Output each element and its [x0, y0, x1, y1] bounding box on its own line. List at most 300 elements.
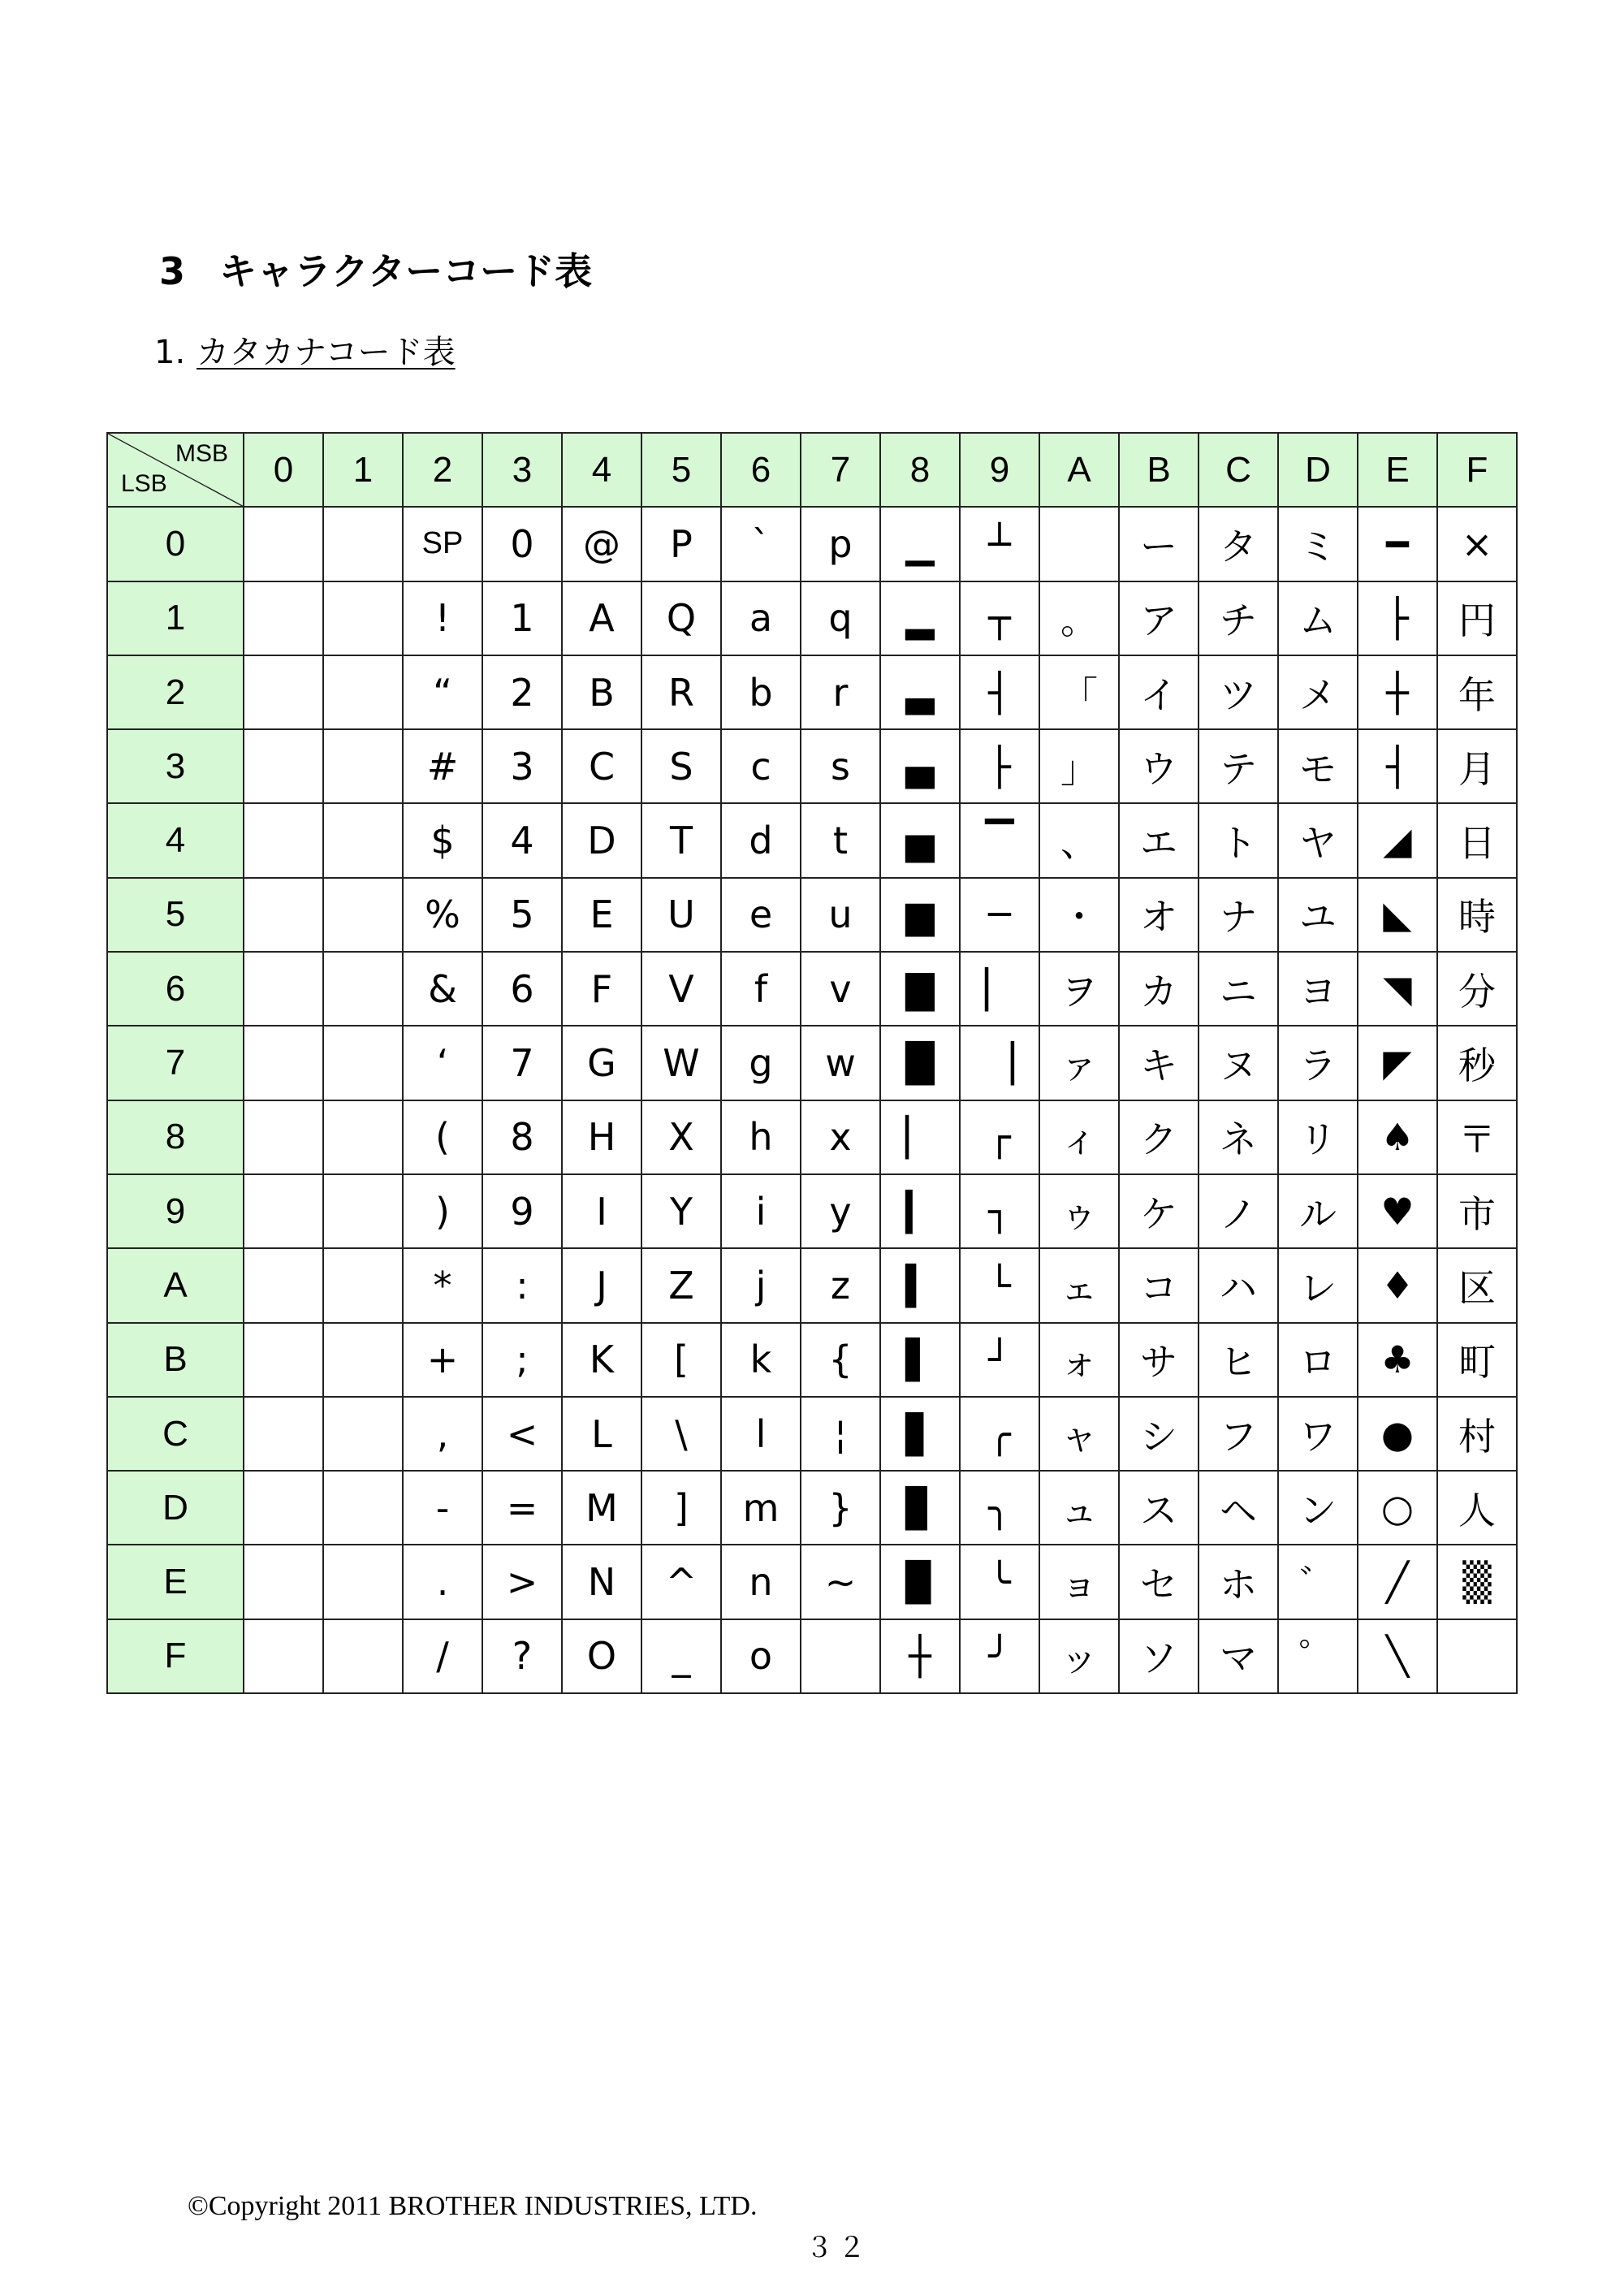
code-cell: サ — [1119, 1323, 1199, 1397]
code-cell: a — [721, 581, 801, 655]
code-cell — [244, 1471, 323, 1545]
code-cell: c — [721, 729, 801, 803]
code-cell: ヌ — [1199, 1026, 1278, 1100]
code-cell: ♦ — [1358, 1248, 1437, 1322]
code-cell: G — [562, 1026, 641, 1100]
code-cell: 円 — [1437, 581, 1517, 655]
code-cell: 6 — [482, 952, 562, 1026]
code-cell: ェ — [1039, 1248, 1119, 1322]
code-cell: ━ — [1358, 507, 1437, 581]
code-cell: ▄ — [880, 729, 960, 803]
code-cell: # — [403, 729, 482, 803]
msb-header-0: 0 — [244, 433, 323, 507]
code-cell: ● — [1358, 1397, 1437, 1471]
code-cell: 0 — [482, 507, 562, 581]
msb-header-F: F — [1437, 433, 1517, 507]
code-cell: ヤ — [1278, 803, 1358, 877]
code-cell: M — [562, 1471, 641, 1545]
code-cell: ミ — [1278, 507, 1358, 581]
code-cell — [323, 952, 403, 1026]
code-cell: ゥ — [1039, 1174, 1119, 1248]
msb-header-D: D — [1278, 433, 1358, 507]
code-cell: > — [482, 1545, 562, 1619]
code-cell: ├ — [960, 729, 1039, 803]
lsb-label: LSB — [121, 470, 167, 498]
code-cell: C — [562, 729, 641, 803]
code-cell: ^ — [641, 1545, 721, 1619]
code-cell: \ — [641, 1397, 721, 1471]
code-cell: 3 — [482, 729, 562, 803]
code-cell: V — [641, 952, 721, 1026]
code-cell: P — [641, 507, 721, 581]
code-cell: h — [721, 1100, 801, 1174]
code-cell: 7 — [482, 1026, 562, 1100]
code-cell: ロ — [1278, 1323, 1358, 1397]
code-cell: K — [562, 1323, 641, 1397]
code-cell: ュ — [1039, 1471, 1119, 1545]
msb-header-B: B — [1119, 433, 1199, 507]
code-cell: ▕ — [960, 1026, 1039, 1100]
code-cell — [323, 1397, 403, 1471]
code-cell: ・ — [1039, 878, 1119, 952]
code-cell: × — [1437, 507, 1517, 581]
code-cell: ハ — [1199, 1248, 1278, 1322]
lsb-header-6: 6 — [107, 952, 244, 1026]
code-cell: e — [721, 878, 801, 952]
msb-header-1: 1 — [323, 433, 403, 507]
code-cell: タ — [1199, 507, 1278, 581]
code-cell — [244, 878, 323, 952]
code-cell: 「 — [1039, 655, 1119, 729]
code-cell: ▁ — [880, 507, 960, 581]
code-cell: ) — [403, 1174, 482, 1248]
msb-header-4: 4 — [562, 433, 641, 507]
code-cell: 時 — [1437, 878, 1517, 952]
code-cell: H — [562, 1100, 641, 1174]
header-row — [107, 433, 1517, 507]
code-cell: チ — [1199, 581, 1278, 655]
code-cell: レ — [1278, 1248, 1358, 1322]
code-cell: ? — [482, 1619, 562, 1693]
code-cell: m — [721, 1471, 801, 1545]
code-cell — [244, 1100, 323, 1174]
code-cell: ▏ — [960, 952, 1039, 1026]
code-cell: Q — [641, 581, 721, 655]
code-cell: Z — [641, 1248, 721, 1322]
table-row — [107, 1174, 1517, 1248]
code-cell: ┐ — [960, 1174, 1039, 1248]
code-cell: ( — [403, 1100, 482, 1174]
code-cell — [323, 507, 403, 581]
code-cell: イ — [1119, 655, 1199, 729]
code-cell — [323, 655, 403, 729]
code-cell: ◥ — [1358, 952, 1437, 1026]
code-cell — [323, 1248, 403, 1322]
code-cell: ▏ — [880, 1100, 960, 1174]
code-cell: ー — [1119, 507, 1199, 581]
code-cell: ○ — [1358, 1471, 1437, 1545]
code-cell: x — [801, 1100, 880, 1174]
code-cell: ‘ — [403, 1026, 482, 1100]
code-cell: 、 — [1039, 803, 1119, 877]
code-cell: < — [482, 1397, 562, 1471]
section-number: 3 — [159, 249, 186, 293]
code-cell: ♥ — [1358, 1174, 1437, 1248]
msb-header-2: 2 — [403, 433, 482, 507]
code-cell: ▊ — [880, 1471, 960, 1545]
code-cell: ユ — [1278, 878, 1358, 952]
msb-header-6: 6 — [721, 433, 801, 507]
code-cell: ┼ — [880, 1619, 960, 1693]
code-cell: @ — [562, 507, 641, 581]
code-cell — [1437, 1619, 1517, 1693]
code-cell: 月 — [1437, 729, 1517, 803]
code-cell: 」 — [1039, 729, 1119, 803]
msb-header-E: E — [1358, 433, 1437, 507]
lsb-header-5: 5 — [107, 878, 244, 952]
table-row — [107, 581, 1517, 655]
code-cell: ゛ — [1278, 1545, 1358, 1619]
code-cell — [323, 729, 403, 803]
code-cell: カ — [1119, 952, 1199, 1026]
code-cell: , — [403, 1397, 482, 1471]
code-cell: ナ — [1199, 878, 1278, 952]
code-cell: ┌ — [960, 1100, 1039, 1174]
code-cell: U — [641, 878, 721, 952]
code-cell: └ — [960, 1248, 1039, 1322]
code-cell — [244, 1026, 323, 1100]
code-cell — [801, 1619, 880, 1693]
code-cell — [244, 1619, 323, 1693]
code-cell: 8 — [482, 1100, 562, 1174]
table-row — [107, 952, 1517, 1026]
lsb-header-4: 4 — [107, 803, 244, 877]
code-cell: ッ — [1039, 1619, 1119, 1693]
code-cell — [323, 1100, 403, 1174]
code-cell: / — [403, 1619, 482, 1693]
code-cell: 5 — [482, 878, 562, 952]
code-cell: i — [721, 1174, 801, 1248]
code-cell: “ — [403, 655, 482, 729]
code-cell: { — [801, 1323, 880, 1397]
code-cell: Y — [641, 1174, 721, 1248]
code-cell: ク — [1119, 1100, 1199, 1174]
msb-header-A: A — [1039, 433, 1119, 507]
code-cell: 村 — [1437, 1397, 1517, 1471]
subsection-number: 1. — [154, 334, 186, 371]
code-cell: ム — [1278, 581, 1358, 655]
code-cell: コ — [1119, 1248, 1199, 1322]
lsb-header-0: 0 — [107, 507, 244, 581]
section-title-text: キャラクターコード表 — [219, 249, 593, 293]
table-row — [107, 1100, 1517, 1174]
code-cell: b — [721, 655, 801, 729]
section-title — [159, 242, 592, 296]
code-cell: エ — [1119, 803, 1199, 877]
code-cell: _ — [641, 1619, 721, 1693]
code-cell: ┘ — [960, 1323, 1039, 1397]
code-cell: o — [721, 1619, 801, 1693]
code-cell: 。 — [1039, 581, 1119, 655]
code-cell: 〒 — [1437, 1100, 1517, 1174]
table-row — [107, 1026, 1517, 1100]
code-cell: SP — [403, 507, 482, 581]
code-cell: ワ — [1278, 1397, 1358, 1471]
code-cell — [1039, 507, 1119, 581]
lsb-header-C: C — [107, 1397, 244, 1471]
lsb-header-3: 3 — [107, 729, 244, 803]
code-cell: ╱ — [1358, 1545, 1437, 1619]
code-cell — [323, 803, 403, 877]
code-cell: z — [801, 1248, 880, 1322]
code-cell: I — [562, 1174, 641, 1248]
code-cell: S — [641, 729, 721, 803]
code-cell: ◣ — [1358, 878, 1437, 952]
code-cell: ト — [1199, 803, 1278, 877]
code-cell: ¦ — [801, 1397, 880, 1471]
code-cell: テ — [1199, 729, 1278, 803]
code-cell: ス — [1119, 1471, 1199, 1545]
table-row — [107, 1545, 1517, 1619]
code-cell: ▂ — [880, 581, 960, 655]
code-cell: ヘ — [1199, 1471, 1278, 1545]
code-cell: - — [403, 1471, 482, 1545]
lsb-header-2: 2 — [107, 655, 244, 729]
code-cell: ▆ — [880, 878, 960, 952]
code-cell: ▃ — [880, 655, 960, 729]
code-cell — [244, 803, 323, 877]
code-cell: ┬ — [960, 581, 1039, 655]
code-cell: ◤ — [1358, 1026, 1437, 1100]
code-cell: モ — [1278, 729, 1358, 803]
code-cell: ┼ — [1358, 655, 1437, 729]
code-cell: E — [562, 878, 641, 952]
code-cell: * — [403, 1248, 482, 1322]
code-cell: A — [562, 581, 641, 655]
lsb-header-9: 9 — [107, 1174, 244, 1248]
code-cell: 年 — [1437, 655, 1517, 729]
code-cell: ┴ — [960, 507, 1039, 581]
code-cell: オ — [1119, 878, 1199, 952]
subsection-title — [154, 326, 456, 373]
code-cell: s — [801, 729, 880, 803]
code-cell: ` — [721, 507, 801, 581]
code-cell: ▔ — [960, 803, 1039, 877]
msb-header-9: 9 — [960, 433, 1039, 507]
code-cell — [323, 1174, 403, 1248]
code-cell: ! — [403, 581, 482, 655]
code-cell — [244, 952, 323, 1026]
code-cell: y — [801, 1174, 880, 1248]
code-cell: 日 — [1437, 803, 1517, 877]
code-cell: w — [801, 1026, 880, 1100]
code-cell — [244, 581, 323, 655]
code-cell — [244, 507, 323, 581]
code-cell: r — [801, 655, 880, 729]
code-cell: ; — [482, 1323, 562, 1397]
code-cell: ├ — [1358, 581, 1437, 655]
code-cell: F — [562, 952, 641, 1026]
table-row — [107, 878, 1517, 952]
code-cell: n — [721, 1545, 801, 1619]
code-cell: l — [721, 1397, 801, 1471]
code-cell — [323, 878, 403, 952]
code-cell: ウ — [1119, 729, 1199, 803]
code-cell: ホ — [1199, 1545, 1278, 1619]
code-cell: ゜ — [1278, 1619, 1358, 1693]
msb-header-5: 5 — [641, 433, 721, 507]
code-cell — [244, 655, 323, 729]
msb-header-3: 3 — [482, 433, 562, 507]
code-cell: ョ — [1039, 1545, 1119, 1619]
code-cell: W — [641, 1026, 721, 1100]
code-cell: J — [562, 1248, 641, 1322]
code-cell: ィ — [1039, 1100, 1119, 1174]
msb-label: MSB — [175, 440, 228, 467]
code-cell — [323, 1619, 403, 1693]
code-cell: ア — [1119, 581, 1199, 655]
subsection-title-text: カタカナコード表 — [197, 334, 456, 371]
table-row — [107, 803, 1517, 877]
code-cell: ╯ — [960, 1619, 1039, 1693]
table-row — [107, 1248, 1517, 1322]
code-cell: ┤ — [1358, 729, 1437, 803]
code-cell: ヲ — [1039, 952, 1119, 1026]
code-cell: ヒ — [1199, 1323, 1278, 1397]
code-cell — [244, 1323, 323, 1397]
code-cell: マ — [1199, 1619, 1278, 1693]
code-cell: ノ — [1199, 1174, 1278, 1248]
katakana-code-table — [106, 432, 1518, 1694]
code-cell: k — [721, 1323, 801, 1397]
code-cell: ▎ — [880, 1174, 960, 1248]
code-cell: g — [721, 1026, 801, 1100]
code-cell — [323, 1323, 403, 1397]
code-cell: T — [641, 803, 721, 877]
code-cell — [323, 581, 403, 655]
code-cell: . — [403, 1545, 482, 1619]
code-cell — [244, 729, 323, 803]
code-cell — [244, 1248, 323, 1322]
code-cell: 秒 — [1437, 1026, 1517, 1100]
code-cell: t — [801, 803, 880, 877]
code-cell: ─ — [960, 878, 1039, 952]
code-cell: ╲ — [1358, 1619, 1437, 1693]
code-cell: █ — [880, 1026, 960, 1100]
code-cell: フ — [1199, 1397, 1278, 1471]
msb-header-8: 8 — [880, 433, 960, 507]
msb-header-7: 7 — [801, 433, 880, 507]
code-cell — [244, 1174, 323, 1248]
code-cell: ォ — [1039, 1323, 1119, 1397]
code-cell: + — [403, 1323, 482, 1397]
code-cell: ▍ — [880, 1248, 960, 1322]
code-cell: 分 — [1437, 952, 1517, 1026]
code-cell — [323, 1471, 403, 1545]
msb-header-C: C — [1199, 433, 1278, 507]
code-cell — [323, 1545, 403, 1619]
code-cell — [323, 1026, 403, 1100]
lsb-header-7: 7 — [107, 1026, 244, 1100]
code-cell: ラ — [1278, 1026, 1358, 1100]
code-cell: $ — [403, 803, 482, 877]
code-cell: キ — [1119, 1026, 1199, 1100]
code-cell: 4 — [482, 803, 562, 877]
code-cell: ╭ — [960, 1397, 1039, 1471]
lsb-header-E: E — [107, 1545, 244, 1619]
code-cell: ▒ — [1437, 1545, 1517, 1619]
code-cell: j — [721, 1248, 801, 1322]
page-number: ３２ — [806, 2232, 870, 2264]
code-cell: B — [562, 655, 641, 729]
code-cell: d — [721, 803, 801, 877]
code-cell: ル — [1278, 1174, 1358, 1248]
code-cell: q — [801, 581, 880, 655]
code-cell: ┤ — [960, 655, 1039, 729]
code-cell: & — [403, 952, 482, 1026]
code-cell: 2 — [482, 655, 562, 729]
table-row — [107, 507, 1517, 581]
code-cell: ▅ — [880, 803, 960, 877]
table-row — [107, 1323, 1517, 1397]
table-body — [107, 507, 1517, 1693]
msb-lsb-corner-cell — [107, 433, 244, 507]
code-cell: メ — [1278, 655, 1358, 729]
code-cell: ▉ — [880, 1545, 960, 1619]
table-row — [107, 729, 1517, 803]
code-cell — [244, 1545, 323, 1619]
lsb-header-1: 1 — [107, 581, 244, 655]
lsb-header-B: B — [107, 1323, 244, 1397]
code-cell: 1 — [482, 581, 562, 655]
code-cell: ソ — [1119, 1619, 1199, 1693]
code-cell: ャ — [1039, 1397, 1119, 1471]
code-cell: L — [562, 1397, 641, 1471]
code-cell: ♠ — [1358, 1100, 1437, 1174]
table-row — [107, 1471, 1517, 1545]
code-cell: % — [403, 878, 482, 952]
code-cell: ツ — [1199, 655, 1278, 729]
code-cell — [244, 1397, 323, 1471]
code-cell: ァ — [1039, 1026, 1119, 1100]
table-row — [107, 1397, 1517, 1471]
lsb-header-F: F — [107, 1619, 244, 1693]
copyright-notice: ©Copyright 2011 BROTHER INDUSTRIES, LTD. — [188, 2191, 758, 2221]
code-cell: ヨ — [1278, 952, 1358, 1026]
code-cell: セ — [1119, 1545, 1199, 1619]
code-cell: = — [482, 1471, 562, 1545]
code-cell: ◢ — [1358, 803, 1437, 877]
table-row — [107, 655, 1517, 729]
lsb-header-A: A — [107, 1248, 244, 1322]
code-cell: ▋ — [880, 1397, 960, 1471]
code-cell: ニ — [1199, 952, 1278, 1026]
table-row — [107, 1619, 1517, 1693]
lsb-header-8: 8 — [107, 1100, 244, 1174]
code-cell: D — [562, 803, 641, 877]
code-cell: : — [482, 1248, 562, 1322]
code-cell: u — [801, 878, 880, 952]
lsb-header-D: D — [107, 1471, 244, 1545]
code-cell: f — [721, 952, 801, 1026]
code-cell: } — [801, 1471, 880, 1545]
code-cell: リ — [1278, 1100, 1358, 1174]
code-cell: シ — [1119, 1397, 1199, 1471]
code-cell: 9 — [482, 1174, 562, 1248]
code-cell: O — [562, 1619, 641, 1693]
code-cell: ~ — [801, 1545, 880, 1619]
code-cell: X — [641, 1100, 721, 1174]
